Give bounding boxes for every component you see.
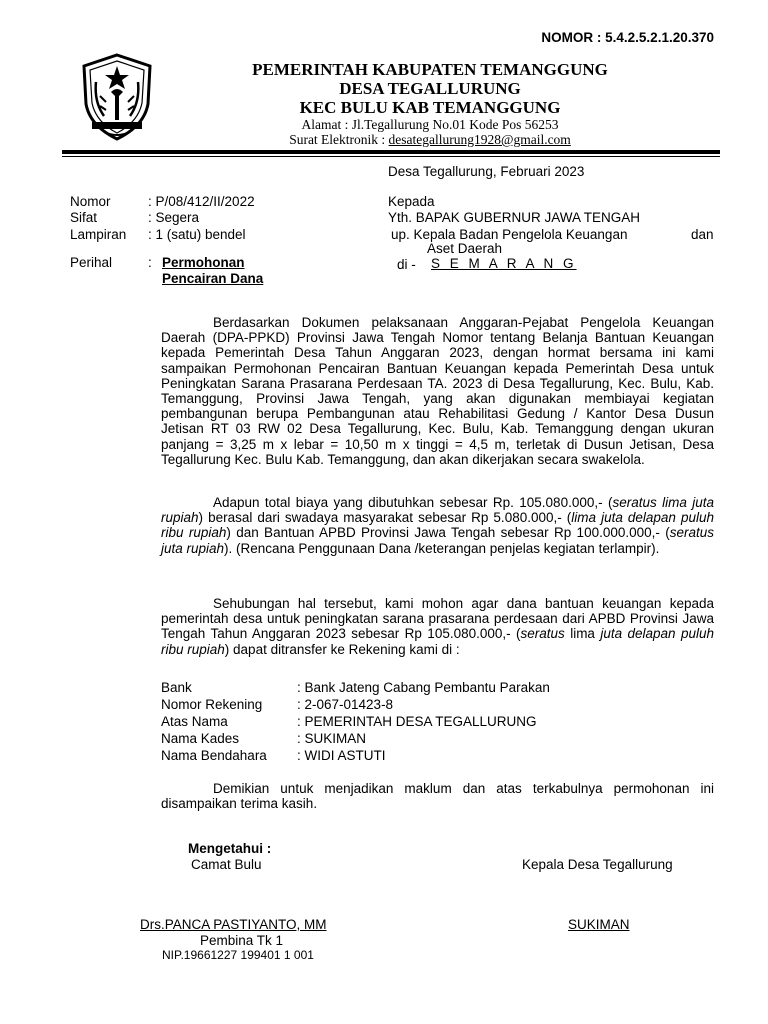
kepada-label: Kepada	[388, 194, 435, 209]
camat-signatory-name: Drs.PANCA PASTIYANTO, MM	[140, 917, 327, 932]
regency-emblem-logo	[78, 52, 156, 142]
recipient-attention: up. Kepala Badan Pengelola Keuangan	[391, 227, 628, 242]
letterhead-address: Alamat : Jl.Tegallurung No.01 Kode Pos 56253	[301, 117, 559, 132]
perihal-subject-line1: Permohonan	[162, 255, 245, 270]
nomor-value: : P/08/412/II/2022	[148, 194, 255, 209]
body-paragraph-1-text: Berdasarkan Dokumen pelaksanaan Anggaran-Pejabat Pengelola Keuangan Daerah (DPA-PPKD) Provinsi Jawa Tengah Nomor tentang Belanja Bantuan Keuangan kepada Pemerintah Desa Tahun Anggaran 2023, dengan hormat bersama ini kami sampaikan Permohonan Pencairan Bantuan Keuangan kepada Pemerintah Desa untuk Peningkatan Sarana Prasarana Perdesaan TA. 2023 di Desa Tegallurung, Kec. Bulu, Kab. Temanggung, Provinsi Jawa Tengah, yang akan digunakan membiayai kegiatan pembangunan berupa Pembangunan atau Rehabilitasi Gedung / Kantor Desa Dusun Jetisan RT 03 RW 02 Desa Tegallurung, Kec. Bulu, Kab. Temanggung dengan ukuran panjang = 3,25 m x lebar = 10,50 m x tinggi = 4,5 m, terletak di Dusun Jetisan, Desa Tegallurung Kec. Bulu Kab. Temanggung, dan akan dikerjakan secara swakelola.	[161, 315, 714, 467]
lampiran-label: Lampiran	[70, 227, 127, 242]
bank-value: : Bank Jateng Cabang Pembantu Parakan	[297, 680, 550, 695]
p3-text-d: juta delapan puluh ribu rupiah	[161, 626, 714, 657]
village-head-title: Kepala Desa Tegallurung	[522, 857, 673, 872]
account-number-label: Nomor Rekening	[161, 697, 263, 712]
email-label: Surat Elektronik :	[289, 132, 389, 147]
letterhead-divider-thick	[62, 150, 720, 154]
lampiran-value: : 1 (satu) bendel	[148, 227, 246, 242]
sifat-value: : Segera	[148, 210, 200, 225]
p2-text-e: ) dan Bantuan APBD Provinsi Jawa Tengah sebesar Rp 100.000.000,- (	[226, 525, 670, 541]
p3-text-e: ) dapat ditransfer ke Rekening kami di :	[224, 641, 460, 657]
letterhead-district: KEC BULU KAB TEMANGGUNG	[299, 98, 561, 117]
recipient-attention-dan: dan	[691, 227, 714, 242]
p2-text-a: Adapun total biaya yang dibutuhkan sebesar Rp. 105.080.000,- (	[213, 495, 613, 510]
place-date: Desa Tegallurung, Februari 2023	[388, 164, 585, 179]
closing-paragraph	[161, 781, 714, 811]
body-paragraph-3	[161, 596, 714, 657]
village-head-label: Nama Kades	[161, 731, 240, 746]
letterhead-government: PEMERINTAH KABUPATEN TEMANGGUNG	[252, 60, 608, 79]
body-paragraph-1	[161, 315, 714, 467]
recipient-di: di -	[397, 257, 416, 272]
letterhead-village: DESA TEGALLURUNG	[339, 79, 521, 98]
perihal-colon: :	[148, 255, 152, 270]
body-paragraph-2	[161, 495, 714, 556]
letterhead-email-line	[170, 132, 690, 148]
camat-nip: NIP.19661227 199401 1 001	[162, 948, 314, 962]
treasurer-label: Nama Bendahara	[161, 748, 267, 763]
acknowledged-label: Mengetahui :	[188, 841, 272, 856]
recipient-governor: Yth. BAPAK GUBERNUR JAWA TENGAH	[388, 210, 641, 225]
perihal-subject-line2: Pencairan Dana	[162, 271, 264, 286]
document-number: NOMOR : 5.4.2.5.2.1.20.370	[541, 30, 714, 45]
recipient-attention-line2: Aset Daerah	[427, 241, 503, 256]
p2-text-g: ). (Rencana Penggunaan Dana /keterangan penjelas kegiatan terlampir).	[224, 540, 660, 556]
account-name-value: : PEMERINTAH DESA TEGALLURUNG	[297, 714, 537, 729]
p3-text-a: Sehubungan hal tersebut, kami mohon agar dana bantuan keuangan kepada pemerintah desa untuk peningkatan sarana prasarana perdesaan dari APBD Provinsi Jawa Tengah Tahun Anggaran 2023 sebesar Rp 105.080.000,- (	[161, 596, 714, 642]
p3-text-b: seratus	[520, 626, 565, 642]
p2-text-c: ) berasal dari swadaya masyarakat sebesar Rp 5.080.000,- (	[198, 510, 572, 526]
closing-text: Demikian untuk menjadikan maklum dan atas terkabulnya permohonan ini disampaikan terima kasih.	[161, 781, 714, 812]
sifat-label: Sifat	[70, 210, 98, 225]
recipient-city: S E M A R A N G	[431, 256, 577, 271]
p3-text-c: lima	[564, 626, 601, 642]
camat-title: Camat Bulu	[191, 857, 262, 872]
p2-text-f: seratus juta rupiah	[161, 525, 714, 556]
bank-label: Bank	[161, 680, 192, 695]
perihal-label: Perihal	[70, 255, 113, 270]
village-head-value: : SUKIMAN	[297, 731, 367, 746]
account-number-value: : 2-067-01423-8	[297, 697, 394, 712]
p2-text-b: seratus lima juta rupiah	[161, 495, 714, 526]
nomor-label: Nomor	[70, 194, 111, 209]
camat-rank: Pembina Tk 1	[200, 933, 284, 948]
letterhead-divider-thin	[62, 156, 720, 157]
village-head-signatory-name: SUKIMAN	[568, 917, 630, 932]
account-name-label: Atas Nama	[161, 714, 228, 729]
treasurer-value: : WIDI ASTUTI	[297, 748, 386, 763]
p2-text-d: lima juta delapan puluh ribu rupiah	[161, 510, 714, 541]
email-link[interactable]: desategallurung1928@gmail.com	[388, 132, 571, 147]
